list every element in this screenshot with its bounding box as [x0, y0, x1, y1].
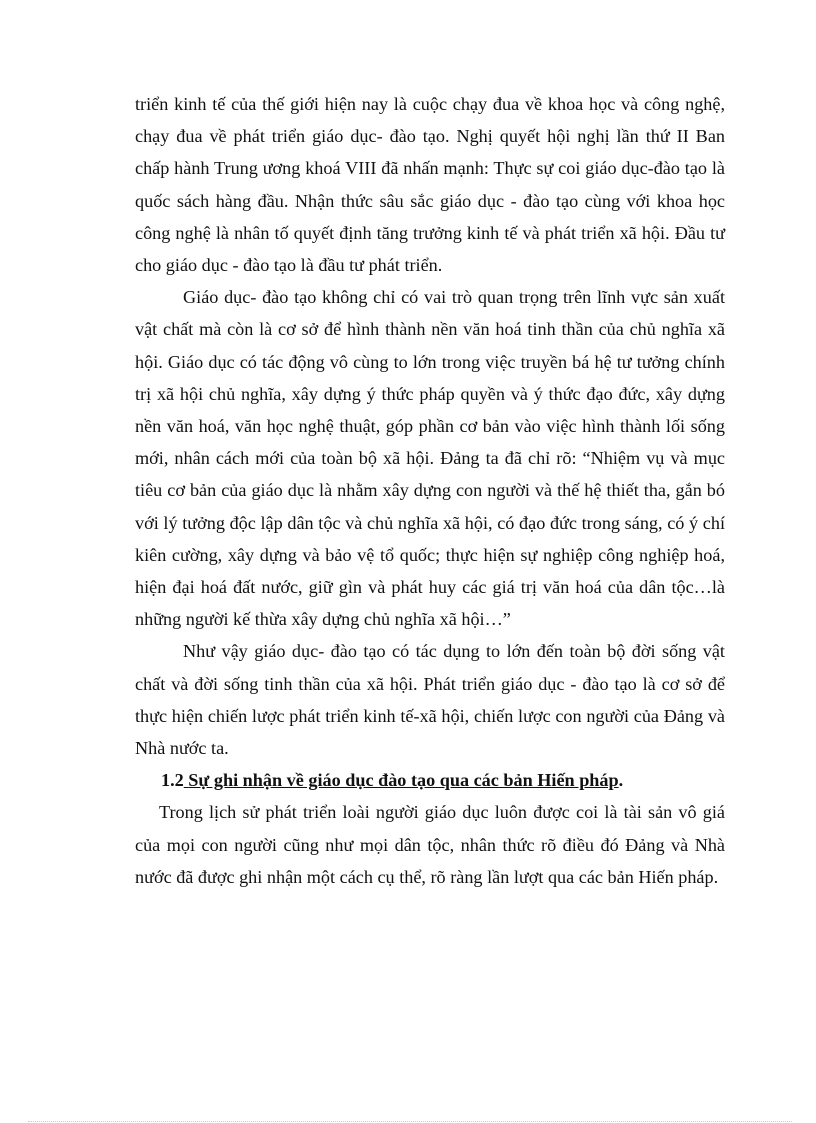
section-number: 1.2 — [161, 770, 184, 791]
paragraph-constitution-intro: Trong lịch sử phát triển loài người giáo dục luôn được coi là tài sản vô giá của mọi con người cũng như mọi dân tộc, nhân thức rõ điều đó Đảng và Nhà nước đã được ghi nhận một cách cụ thể, rõ ràng lần lượt qua các bản Hiến pháp. — [135, 802, 725, 887]
section-trailing-period: . — [618, 770, 624, 791]
page-bottom-border — [28, 1121, 792, 1122]
section-heading — [135, 764, 725, 796]
paragraph-education-role: Giáo dục- đào tạo không chỉ có vai trò quan trọng trên lĩnh vực sản xuất vật chất mà còn là cơ sở để hình thành nền văn hoá tinh thần của chủ nghĩa xã hội. Giáo dục có tác động vô cùng to lớn trong việc truyền bá hệ tư tưởng chính trị xã hội chủ nghĩa, xây dựng ý thức pháp quyền và ý thức đạo đức, xây dựng nền văn hoá, văn học nghệ thuật, góp phần cơ bản vào việc hình thành lối sống mới, nhân cách mới của toàn bộ xã hội. Đảng ta đã chỉ rõ: “Nhiệm vụ và mục tiêu cơ bản của giáo dục là nhằm xây dựng con người và thế hệ thiết tha, gắn bó với lý tưởng độc lập dân tộc và chủ nghĩa xã hội, có đạo đức trong sáng, có ý chí kiên cường, xây dựng và bảo vệ tổ quốc; thực hiện sự nghiệp công nghiệp hoá, hiện đại hoá đất nước, giữ gìn và phát huy các giá trị văn hoá của dân tộc…là những người kế thừa xây dựng chủ nghĩa xã hội…” — [135, 287, 725, 630]
paragraph-education-impact: Như vậy giáo dục- đào tạo có tác dụng to lớn đến toàn bộ đời sống vật chất và đời sống tinh thần của xã hội. Phát triển giáo dục - đào tạo là cơ sở để thực hiện chiến lược phát triển kinh tế-xã hội, chiến lược con người của Đảng và Nhà nước ta. — [135, 641, 725, 759]
paragraph-continuation: triển kinh tế của thế giới hiện nay là cuộc chạy đua về khoa học và công nghệ, chạy đua về phát triển giáo dục- đào tạo. Nghị quyết hội nghị lần thứ II Ban chấp hành Trung ương khoá VIII đã nhấn mạnh: Thực sự coi giáo dục-đào tạo là quốc sách hàng đầu. Nhận thức sâu sắc giáo dục - đào tạo cùng với khoa học công nghệ là nhân tố quyết định tăng trưởng kinh tế và phát triển xã hội. Đầu tư cho giáo dục - đào tạo là đầu tư phát triển. — [135, 94, 725, 276]
section-title: Sự ghi nhận về giáo dục đào tạo qua các bản Hiến pháp — [188, 770, 619, 791]
document-page — [135, 88, 725, 893]
